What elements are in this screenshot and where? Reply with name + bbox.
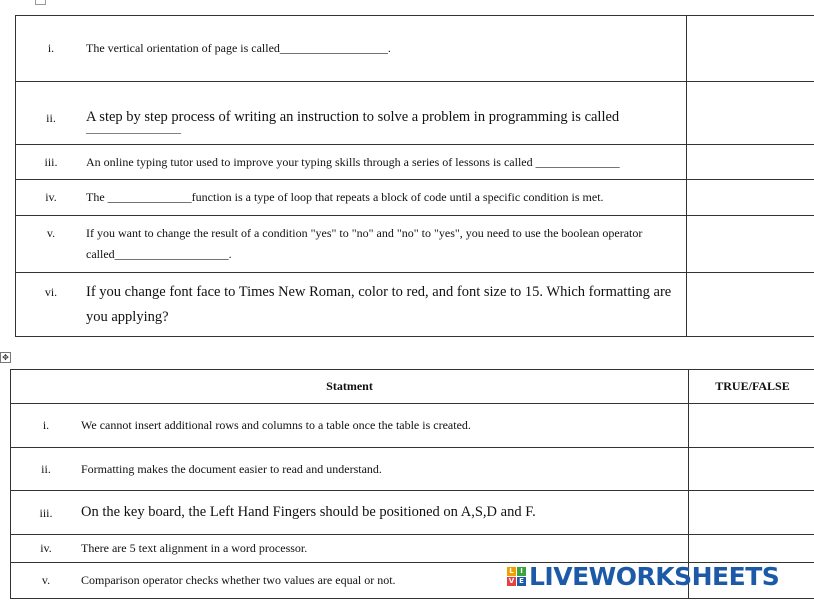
statement-cell (11, 404, 689, 448)
statement-cell (11, 491, 689, 535)
question-number: vi. (44, 284, 58, 299)
question-cell (16, 216, 687, 273)
logo-letter: V (508, 577, 515, 585)
answer-cell[interactable] (687, 82, 814, 145)
statement-number: iv. (40, 541, 52, 555)
question-cell (16, 273, 687, 337)
statement-cell (11, 448, 689, 491)
question-text: The ______________function is a type of loop that repeats a block of code until a specific condition is met. (86, 190, 604, 204)
answer-cell[interactable] (687, 273, 814, 337)
question-number: iii. (44, 154, 58, 169)
statement-text: We cannot insert additional rows and columns to a table once the table is created. (81, 418, 471, 432)
answer-cell[interactable] (687, 180, 814, 216)
question-text: A step by step process of writing an instruction to solve a problem in programming is called (86, 108, 620, 125)
statement-number: i. (42, 418, 50, 432)
question-cell (16, 145, 687, 180)
true-false-header: TRUE/FALSE (689, 370, 814, 404)
statement-number: iii. (39, 506, 53, 520)
true-false-answer-cell[interactable] (689, 448, 814, 491)
statement-text: There are 5 text alignment in a word processor. (81, 541, 308, 555)
true-false-answer-cell[interactable] (689, 491, 814, 535)
table-corner-marker (35, 0, 46, 5)
question-text: An online typing tutor used to improve your typing skills through a series of lessons is called ______________ (86, 154, 620, 169)
statement-text: On the key board, the Left Hand Fingers should be positioned on A,S,D and F. (81, 504, 536, 520)
true-false-answer-cell[interactable] (689, 535, 814, 563)
true-false-answer-cell[interactable] (689, 404, 814, 448)
answer-cell[interactable] (687, 16, 814, 82)
liveworksheets-watermark (507, 562, 779, 591)
statement-header: Statment (11, 370, 689, 404)
question-blank: ___________________ (86, 123, 181, 135)
statement-cell (11, 535, 689, 563)
question-text-continued: you applying? (86, 308, 169, 325)
statement-text: Formatting makes the document easier to read and understand. (81, 461, 382, 476)
watermark-text: LIVEWORKSHEETS (529, 562, 780, 591)
answer-cell[interactable] (687, 145, 814, 180)
logo-letter: I (517, 567, 526, 576)
question-number: v. (46, 226, 56, 240)
statement-text: Comparison operator checks whether two values are equal or not. (81, 573, 396, 587)
question-cell (16, 82, 687, 145)
question-number: iv. (45, 190, 57, 204)
question-number: i. (47, 41, 55, 55)
move-handle-icon[interactable]: ✥ (0, 352, 11, 363)
liveworksheets-logo-icon (507, 567, 526, 586)
statement-number: ii. (41, 461, 51, 476)
question-text: If you change font face to Times New Roman, color to red, and font size to 15. Which formatting are (86, 283, 672, 300)
question-cell (16, 180, 687, 216)
question-cell (16, 16, 687, 82)
fill-in-blank-table (15, 15, 814, 337)
logo-letter: L (507, 567, 516, 576)
answer-cell[interactable] (687, 216, 814, 273)
question-text: If you want to change the result of a condition "yes" to "no" and "no" to "yes", you need to use the boolean operator (86, 226, 643, 240)
question-blank: called___________________. (86, 247, 232, 261)
question-text: The vertical orientation of page is called__________________. (86, 41, 391, 55)
statement-number: v. (41, 573, 51, 587)
question-number: ii. (46, 110, 56, 125)
logo-letter: E (517, 577, 526, 586)
